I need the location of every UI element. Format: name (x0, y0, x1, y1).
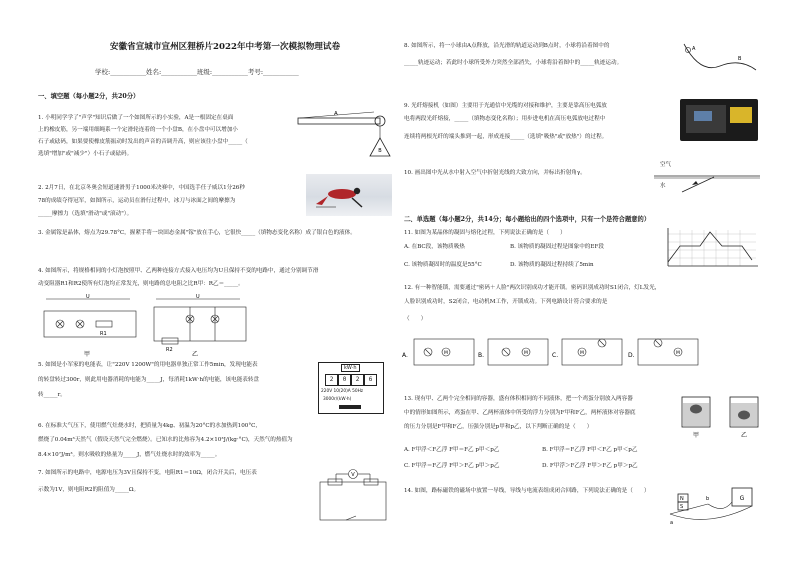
meter-revolutions: 3000r/(kW·h) (323, 397, 352, 402)
q9-line-1: 9. 光纤熔接机（如图）主要用于光通信中光缆的对接和维护，主要是靠高压电弧放 (404, 103, 607, 109)
q8-line-2: _____轨迹运动；若此时小球所受外力突然全部消失，小球将沿着图中的_____轨迹运动。 (404, 60, 623, 66)
circuit-option-a (402, 339, 474, 365)
cup-yi (730, 397, 758, 439)
q5-line-2: 的转盘转过300r，则此用电器消耗的电能为_____J，每消耗1kW·h的电能，该电能表转盘 (38, 377, 260, 383)
q13-option-b: B. F甲浮＝F乙浮 F甲＜F乙 p甲＜p乙 (542, 447, 638, 453)
circuit-u-label-2: U (196, 294, 200, 300)
section-2-heading: 二、单选题（每小题2分，共14分；每小题给出的四个选项中，只有一个是符合题意的） (404, 216, 651, 223)
magnet-s-label: S (680, 504, 684, 510)
q8-line-1: 8. 如图所示，将一小球由A点释放，沿光滑的轨道运动到B点时，小球将沿着图中的 (404, 43, 610, 49)
ammeter-label: G (739, 495, 745, 502)
q11-option-c: C. 该物质凝固时的温度是55°C (404, 262, 482, 268)
q14-line-1: 14. 如图，路标磁铁的磁场中放置一导线，导线与电流表组成闭合回路，下列说法正确的是（ ） (404, 488, 650, 494)
circuit-yi-label: 乙 (192, 351, 199, 358)
eggs-in-cups-figure (676, 393, 766, 439)
circuit-yi (154, 294, 246, 358)
circuit-jia-label: 甲 (84, 351, 91, 358)
circuit-option-c-label: C. (552, 352, 559, 359)
magnet-n-label: N (680, 496, 684, 502)
circuit-option-a-motor: M (444, 351, 448, 356)
q7-line-2: 示数为1V，则电阻R2的阻值为_____Ω。 (38, 487, 140, 493)
section-1-heading: 一、填空题（每小题2分，共20分） (38, 93, 140, 100)
meter-digits (325, 374, 377, 386)
circuit-option-b (478, 339, 548, 365)
q6-line-3: 8.4×10⁷J/m³。则水吸收的热量为_____J，燃气灶烧水时的效率为_____。 (38, 452, 221, 458)
q1-line-4: 选填"增加"或"减少"）小石子或砝码。 (38, 151, 133, 157)
q5-line-3: 转_____r。 (38, 392, 66, 398)
q10-line-1: 10. 画出图中光从水中射入空气中折射光线的大致方向，并标出折射角γ。 (404, 170, 586, 176)
q13-option-c: C. F甲浮＝F乙浮 F甲＞F乙 p甲＞p乙 (404, 463, 500, 469)
q2-line-3: _____摩擦力（选填"滑动"或"滚动"）。 (38, 211, 133, 217)
q13-line-2: 中的情形如图所示，鸡蛋在甲、乙两杯液体中所受的浮力分别为F甲和F乙，两杯液体对容器底 (404, 410, 636, 416)
electricity-meter (318, 362, 384, 414)
circuit-r1-label: R1 (100, 331, 107, 337)
exam-title: 安徽省宣城市宣州区狸桥片2022年中考第一次模拟物理试卷 (109, 42, 341, 52)
circuit-option-b-label: B. (478, 352, 485, 359)
meter-dial-bar (339, 405, 361, 409)
q9-line-2: 电将两段光纤熔接，_____（填物态变化名称）；用步进电机在高压电弧放电过程中 (404, 116, 606, 122)
magnet-galvanometer-figure (668, 484, 768, 530)
wire-b-label: b (706, 496, 710, 502)
fig1-label-a: A (334, 111, 338, 117)
circuit-diagrams-q4 (40, 293, 250, 361)
air-label: 空气 (660, 162, 672, 168)
q9-line-3: 连续将两根光纤的端头推到一起，形成连接_____（选填"吸热"或"放热"）的过程。 (404, 134, 608, 140)
q13-option-a: A. F甲浮＜F乙浮 F甲＝F乙 p甲＜p乙 (404, 447, 500, 453)
q2-line-2: 78的成绩夺得冠军，如图所示，运动员在滑行过程中，冰刀与冰面之间的摩擦为 (38, 198, 236, 204)
temperature-time-graph (660, 226, 760, 274)
cup-jia (682, 397, 710, 439)
q4-line-1: 4. 如图所示，将规格相同的小灯泡按照甲、乙两种连接方式接入电压均为U且保持不变的电路中，通过分别调节滑 (38, 268, 319, 274)
circuit-option-c-motor: M (580, 351, 584, 356)
q13-line-3: 的压力分别是F甲和F乙，压强分别是p甲和p乙，以下判断正确的是（ ） (404, 424, 593, 430)
q4-line-2: 动变阻器R1和R2使所有灯泡均正常发光，则电路的总电阻之比R甲：R乙＝_____。 (38, 281, 244, 287)
circuit-option-a-label: A. (402, 352, 408, 359)
circuit-jia (44, 294, 136, 358)
circuit-r2-label: R2 (166, 347, 173, 353)
cup-jia-label: 甲 (693, 432, 700, 439)
circuit-option-c (552, 339, 622, 365)
circuit-option-b-motor: M (524, 351, 528, 356)
q12-line-1: 12. 有一种智能锁，需要通过"密码＋人脸"两次识别成功才能开锁。密码识别成功时S1闭合，灯L发光， (404, 285, 661, 291)
q13-line-1: 13. 现有甲、乙两个完全相同的容器，盛有体积相同的不同液体，把一个鸡蛋分别放入两容器 (404, 396, 633, 402)
track-label-b: B (738, 56, 742, 62)
q1-line-3: 石子或砝码，如果要使橡皮筋振动时发出的声音的音调升高，则应该往小盘中_____（ (38, 139, 248, 145)
q12-circuit-options (402, 333, 702, 373)
meter-digit: 2 (325, 374, 338, 386)
q12-line-2: 人脸识别成功时，S2闭合，电动机M工作，开锁成功。下列电路设计符合要求的是 (404, 299, 608, 305)
track-figure (680, 40, 760, 76)
circuit-option-d (628, 339, 698, 365)
meter-digit: 0 (338, 374, 351, 386)
refraction-figure (652, 158, 762, 194)
q2-line-1: 2. 2月7日，在北京冬奥会短道速滑男子1000米决赛中，中国选手任子威以1分26秒 (38, 185, 245, 191)
speed-skater-photo (306, 174, 392, 216)
voltmeter-label: V (351, 472, 355, 478)
meter-rating: 220V 10(20)A 50Hz (321, 389, 364, 394)
circuit-option-d-label: D. (628, 352, 635, 359)
water-label: 水 (660, 183, 666, 189)
meter-digit: 6 (364, 374, 377, 386)
rubber-band-figure (296, 108, 392, 160)
q1-line-1: 1. 小明同学学了"声学"知识后做了一个如图所示的小实验，A是一根固定在桌面 (38, 115, 234, 121)
q1-line-2: 上的橡皮筋，另一端用细绳系一个定滑轮连着的一个小盘B，在小盘中可以增加小 (38, 127, 238, 133)
track-label-a: A (692, 46, 696, 52)
q13-option-d: D. F甲浮＞F乙浮 F甲＞F乙 p甲＞p乙 (542, 463, 638, 469)
student-info-line: 学校:___________姓名:___________班级:___________考号:___________ (95, 68, 299, 76)
circuit-u-label-1: U (86, 294, 90, 300)
q5-line-1: 5. 如图是小军家的电能表，让"220V 1200W"的用电器单独正常工作5min，发现电能表 (38, 362, 258, 368)
q11-option-d: D. 该物质的凝固过程持续了5min (510, 262, 594, 268)
meter-title: kW·h (341, 364, 360, 372)
fig1-label-b: B (378, 148, 382, 154)
meter-digit: 2 (351, 374, 364, 386)
q6-line-2: 燃烧了0.04m³天然气（假设天然气完全燃烧）。已知水的比热容为4.2×10³J/(kg·°C)，天然气的热值为 (38, 437, 293, 443)
cup-yi-label: 乙 (741, 432, 748, 439)
q3-line-1: 3. 金属镓是晶体，熔点为29.78°C，握紧手将一块固态金属"镓"放在手心，它很快_____（填物态变化名称）成了银白色的液体。 (38, 230, 356, 236)
q6-line-1: 6. 在标准大气压下，使用燃气灶烧水时，把质量为4kg、初温为20°C的水加热到100°C， (38, 423, 261, 429)
fiber-splicer-photo (680, 99, 758, 141)
wire-a-label: a (670, 520, 674, 526)
q12-blank: （ ） (404, 316, 427, 322)
q7-line-1: 7. 如图所示的电路中，电源电压为3V且保持不变，电阻R1＝10Ω，闭合开关后，电压表 (38, 470, 257, 476)
q11-option-a: A. 在BC段，该物质吸热 (404, 244, 465, 250)
circuit-diagram-q7 (306, 466, 398, 530)
q11-line-1: 11. 如图为某晶体的凝固与熔化过程，下列说法正确的是（ ） (404, 230, 566, 236)
circuit-option-d-motor: M (676, 351, 680, 356)
q11-option-b: B. 该物质的凝固过程是图象中的EF段 (510, 244, 604, 250)
